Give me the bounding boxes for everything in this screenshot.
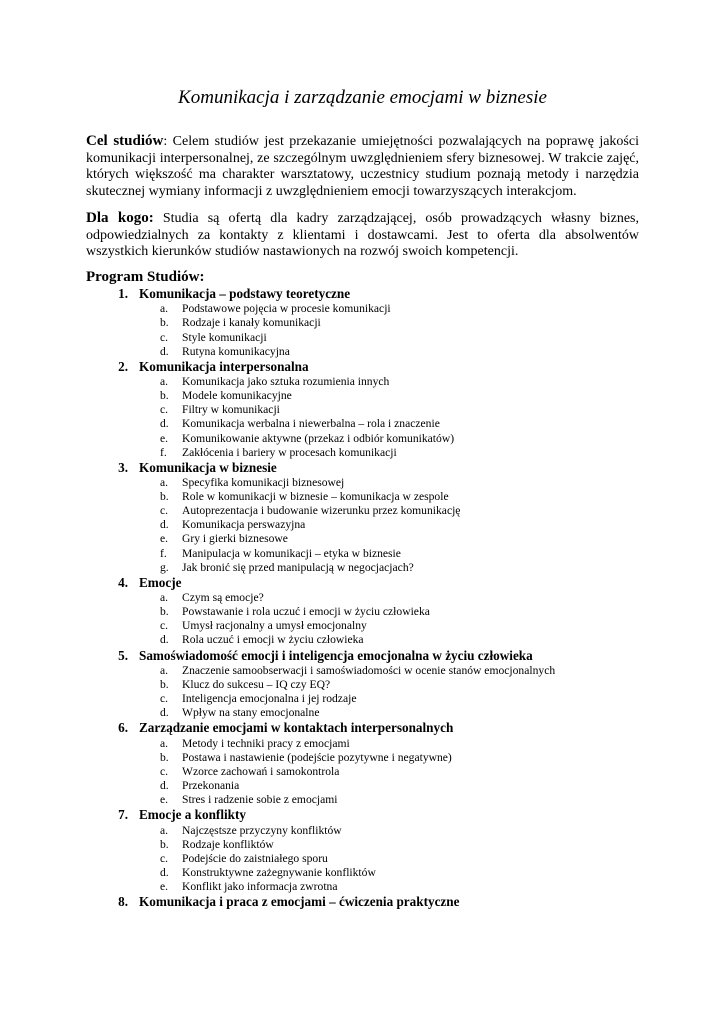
list-item [0, 793, 725, 807]
item-letter: g. [160, 560, 169, 574]
item-letter: b. [160, 490, 169, 504]
item-text: Komunikacja werbalna i niewerbalna – rola i znaczenie [182, 417, 440, 431]
item-text: Wzorce zachowań i samokontrola [182, 764, 340, 778]
list-item [0, 432, 725, 446]
section-heading [0, 894, 725, 910]
dla-kogo-paragraph [86, 210, 639, 261]
program-section [0, 894, 725, 910]
list-item [0, 331, 725, 345]
item-text: Zakłócenia i bariery w procesach komunikacji [182, 445, 397, 459]
item-letter: e. [160, 793, 169, 807]
item-letter: b. [160, 316, 169, 330]
item-letter: c. [160, 403, 169, 417]
section-title: Komunikacja i praca z emocjami – ćwiczenia praktyczne [139, 894, 460, 910]
list-item [0, 678, 725, 692]
cel-text: : Celem studiów jest przekazanie umiejętności pozwalających na poprawę jakości komunikacji interpersonalnej, ze szczególnym uwzględnieniem sfery biznesowej. W trakcie zajęć, których większość ma charakter warsztatowy, uczestnicy studium poznają metody i narzędzia skutecznej wymiany informacji z uwzględnieniem emocji towarzyszących interakcjom. [86, 134, 639, 199]
list-item [0, 316, 725, 330]
list-item [0, 692, 725, 706]
item-text: Podejście do zaistniałego sporu [182, 851, 328, 865]
section-heading [0, 286, 725, 302]
item-text: Konstruktywne zażegnywanie konfliktów [182, 865, 376, 879]
section-number: 6. [118, 720, 128, 736]
item-text: Jak bronić się przed manipulacją w negocjacjach? [182, 560, 414, 574]
program-section [0, 648, 725, 721]
item-letter: c. [160, 504, 169, 518]
item-letter: b. [160, 605, 169, 619]
section-heading [0, 460, 725, 476]
list-item [0, 591, 725, 605]
item-letter: c. [160, 692, 169, 706]
item-text: Klucz do sukcesu – IQ czy EQ? [182, 678, 331, 692]
item-text: Specyfika komunikacji biznesowej [182, 476, 345, 490]
list-item [0, 880, 725, 894]
list-item [0, 852, 725, 866]
list-item [0, 446, 725, 460]
item-text: Rutyna komunikacyjna [182, 344, 290, 358]
item-letter: a. [160, 736, 169, 750]
item-text: Role w komunikacji w biznesie – komunikacja w zespole [182, 490, 449, 504]
section-heading [0, 807, 725, 823]
list-item [0, 302, 725, 316]
program-section [0, 720, 725, 807]
item-letter: a. [160, 476, 169, 490]
item-text: Rodzaje konfliktów [182, 837, 274, 851]
list-item [0, 403, 725, 417]
item-text: Czym są emocje? [182, 591, 264, 605]
item-text: Konflikt jako informacja zwrotna [182, 879, 338, 893]
list-item [0, 561, 725, 575]
section-number: 2. [118, 358, 128, 374]
section-number: 5. [118, 647, 128, 663]
list-item [0, 664, 725, 678]
list-item [0, 779, 725, 793]
item-letter: d. [160, 633, 169, 647]
list-item [0, 737, 725, 751]
item-text: Rola uczuć i emocji w życiu człowieka [182, 633, 364, 647]
item-letter: b. [160, 678, 169, 692]
section-title: Komunikacja – podstawy teoretyczne [139, 286, 351, 301]
list-item [0, 633, 725, 647]
item-text: Najczęstsze przyczyny konfliktów [182, 823, 342, 837]
list-item [0, 547, 725, 561]
item-letter: c. [160, 764, 169, 778]
item-letter: d. [160, 865, 169, 879]
item-text: Podstawowe pojęcia w procesie komunikacji [182, 302, 391, 316]
section-title: Komunikacja w biznesie [139, 459, 277, 475]
item-letter: b. [160, 389, 169, 403]
item-text: Rodzaje i kanały komunikacji [182, 316, 321, 330]
cel-paragraph [86, 133, 639, 200]
item-letter: e. [160, 431, 169, 445]
item-text: Gry i gierki biznesowe [182, 532, 288, 546]
section-heading [0, 720, 725, 736]
item-text: Filtry w komunikacji [182, 403, 280, 417]
list-item [0, 375, 725, 389]
item-letter: a. [160, 375, 169, 389]
item-text: Metody i techniki pracy z emocjami [182, 736, 350, 750]
item-letter: c. [160, 619, 169, 633]
item-letter: d. [160, 344, 169, 358]
item-letter: e. [160, 879, 169, 893]
item-letter: d. [160, 706, 169, 720]
list-item [0, 476, 725, 490]
item-text: Postawa i nastawienie (podejście pozytywne i negatywne) [182, 750, 452, 764]
list-item [0, 866, 725, 880]
program-section [0, 286, 725, 359]
item-text: Przekonania [182, 778, 240, 792]
item-letter: a. [160, 591, 169, 605]
item-letter: f. [160, 445, 167, 459]
item-text: Style komunikacji [182, 330, 267, 344]
item-text: Komunikacja perswazyjna [182, 518, 306, 532]
section-number: 1. [118, 286, 128, 301]
item-letter: d. [160, 417, 169, 431]
section-title: Emocje a konflikty [139, 807, 246, 823]
list-item [0, 838, 725, 852]
item-letter: a. [160, 823, 169, 837]
program-section [0, 575, 725, 648]
item-text: Stres i radzenie sobie z emocjami [182, 793, 338, 807]
section-title: Komunikacja interpersonalna [139, 358, 309, 374]
item-letter: c. [160, 851, 169, 865]
list-item [0, 389, 725, 403]
list-item [0, 518, 725, 532]
list-item [0, 490, 725, 504]
item-text: Wpływ na stany emocjonalne [182, 706, 320, 720]
item-text: Znaczenie samoobserwacji i samoświadomości w ocenie stanów emocjonalnych [182, 663, 556, 677]
item-text: Komunikacja jako sztuka rozumienia innych [182, 375, 390, 389]
list-item [0, 417, 725, 431]
program-list [0, 286, 725, 910]
program-section [0, 359, 725, 460]
list-item [0, 751, 725, 765]
section-number: 7. [118, 807, 128, 823]
section-heading [0, 575, 725, 591]
item-text: Powstawanie i rola uczuć i emocji w życiu człowieka [182, 605, 430, 619]
program-section [0, 807, 725, 894]
program-section [0, 460, 725, 575]
section-number: 3. [118, 459, 128, 475]
item-letter: d. [160, 778, 169, 792]
item-text: Autoprezentacja i budowanie wizerunku przez komunikację [182, 504, 461, 518]
item-text: Modele komunikacyjne [182, 389, 292, 403]
item-letter: d. [160, 518, 169, 532]
section-title: Emocje [139, 574, 182, 590]
dla-kogo-label: Dla kogo: [86, 210, 154, 226]
item-letter: a. [160, 302, 169, 316]
section-heading [0, 648, 725, 664]
item-text: Inteligencja emocjonalna i jej rodzaje [182, 692, 357, 706]
list-item [0, 504, 725, 518]
section-title: Samoświadomość emocji i inteligencja emocjonalna w życiu człowieka [139, 647, 533, 663]
list-item [0, 345, 725, 359]
section-heading [0, 359, 725, 375]
document-title: Komunikacja i zarządzanie emocjami w biznesie [178, 87, 547, 108]
item-letter: b. [160, 750, 169, 764]
item-letter: b. [160, 837, 169, 851]
list-item [0, 619, 725, 633]
item-letter: a. [160, 663, 169, 677]
list-item [0, 706, 725, 720]
item-letter: f. [160, 546, 167, 560]
item-text: Komunikowanie aktywne (przekaz i odbiór komunikatów) [182, 431, 455, 445]
list-item [0, 765, 725, 779]
dla-kogo-text: Studia są ofertą dla kadry zarządzającej, osób prowadzących własny biznes, odpowiedzialnych za kontakty z klientami i dostawcami. Jest to oferta dla absolwentów wszystkich kierunków studiów nastawionych na rozwój swoich kompetencji. [86, 211, 639, 259]
item-text: Manipulacja w komunikacji – etyka w biznesie [182, 546, 401, 560]
section-number: 8. [118, 894, 128, 910]
list-item [0, 532, 725, 546]
list-item [0, 605, 725, 619]
section-number: 4. [118, 574, 128, 590]
cel-label: Cel studiów [86, 133, 164, 149]
item-text: Umysł racjonalny a umysł emocjonalny [182, 619, 367, 633]
list-item [0, 824, 725, 838]
item-letter: c. [160, 330, 169, 344]
program-heading: Program Studiów: [86, 269, 205, 285]
section-title: Zarządzanie emocjami w kontaktach interpersonalnych [139, 720, 454, 736]
item-letter: e. [160, 532, 169, 546]
